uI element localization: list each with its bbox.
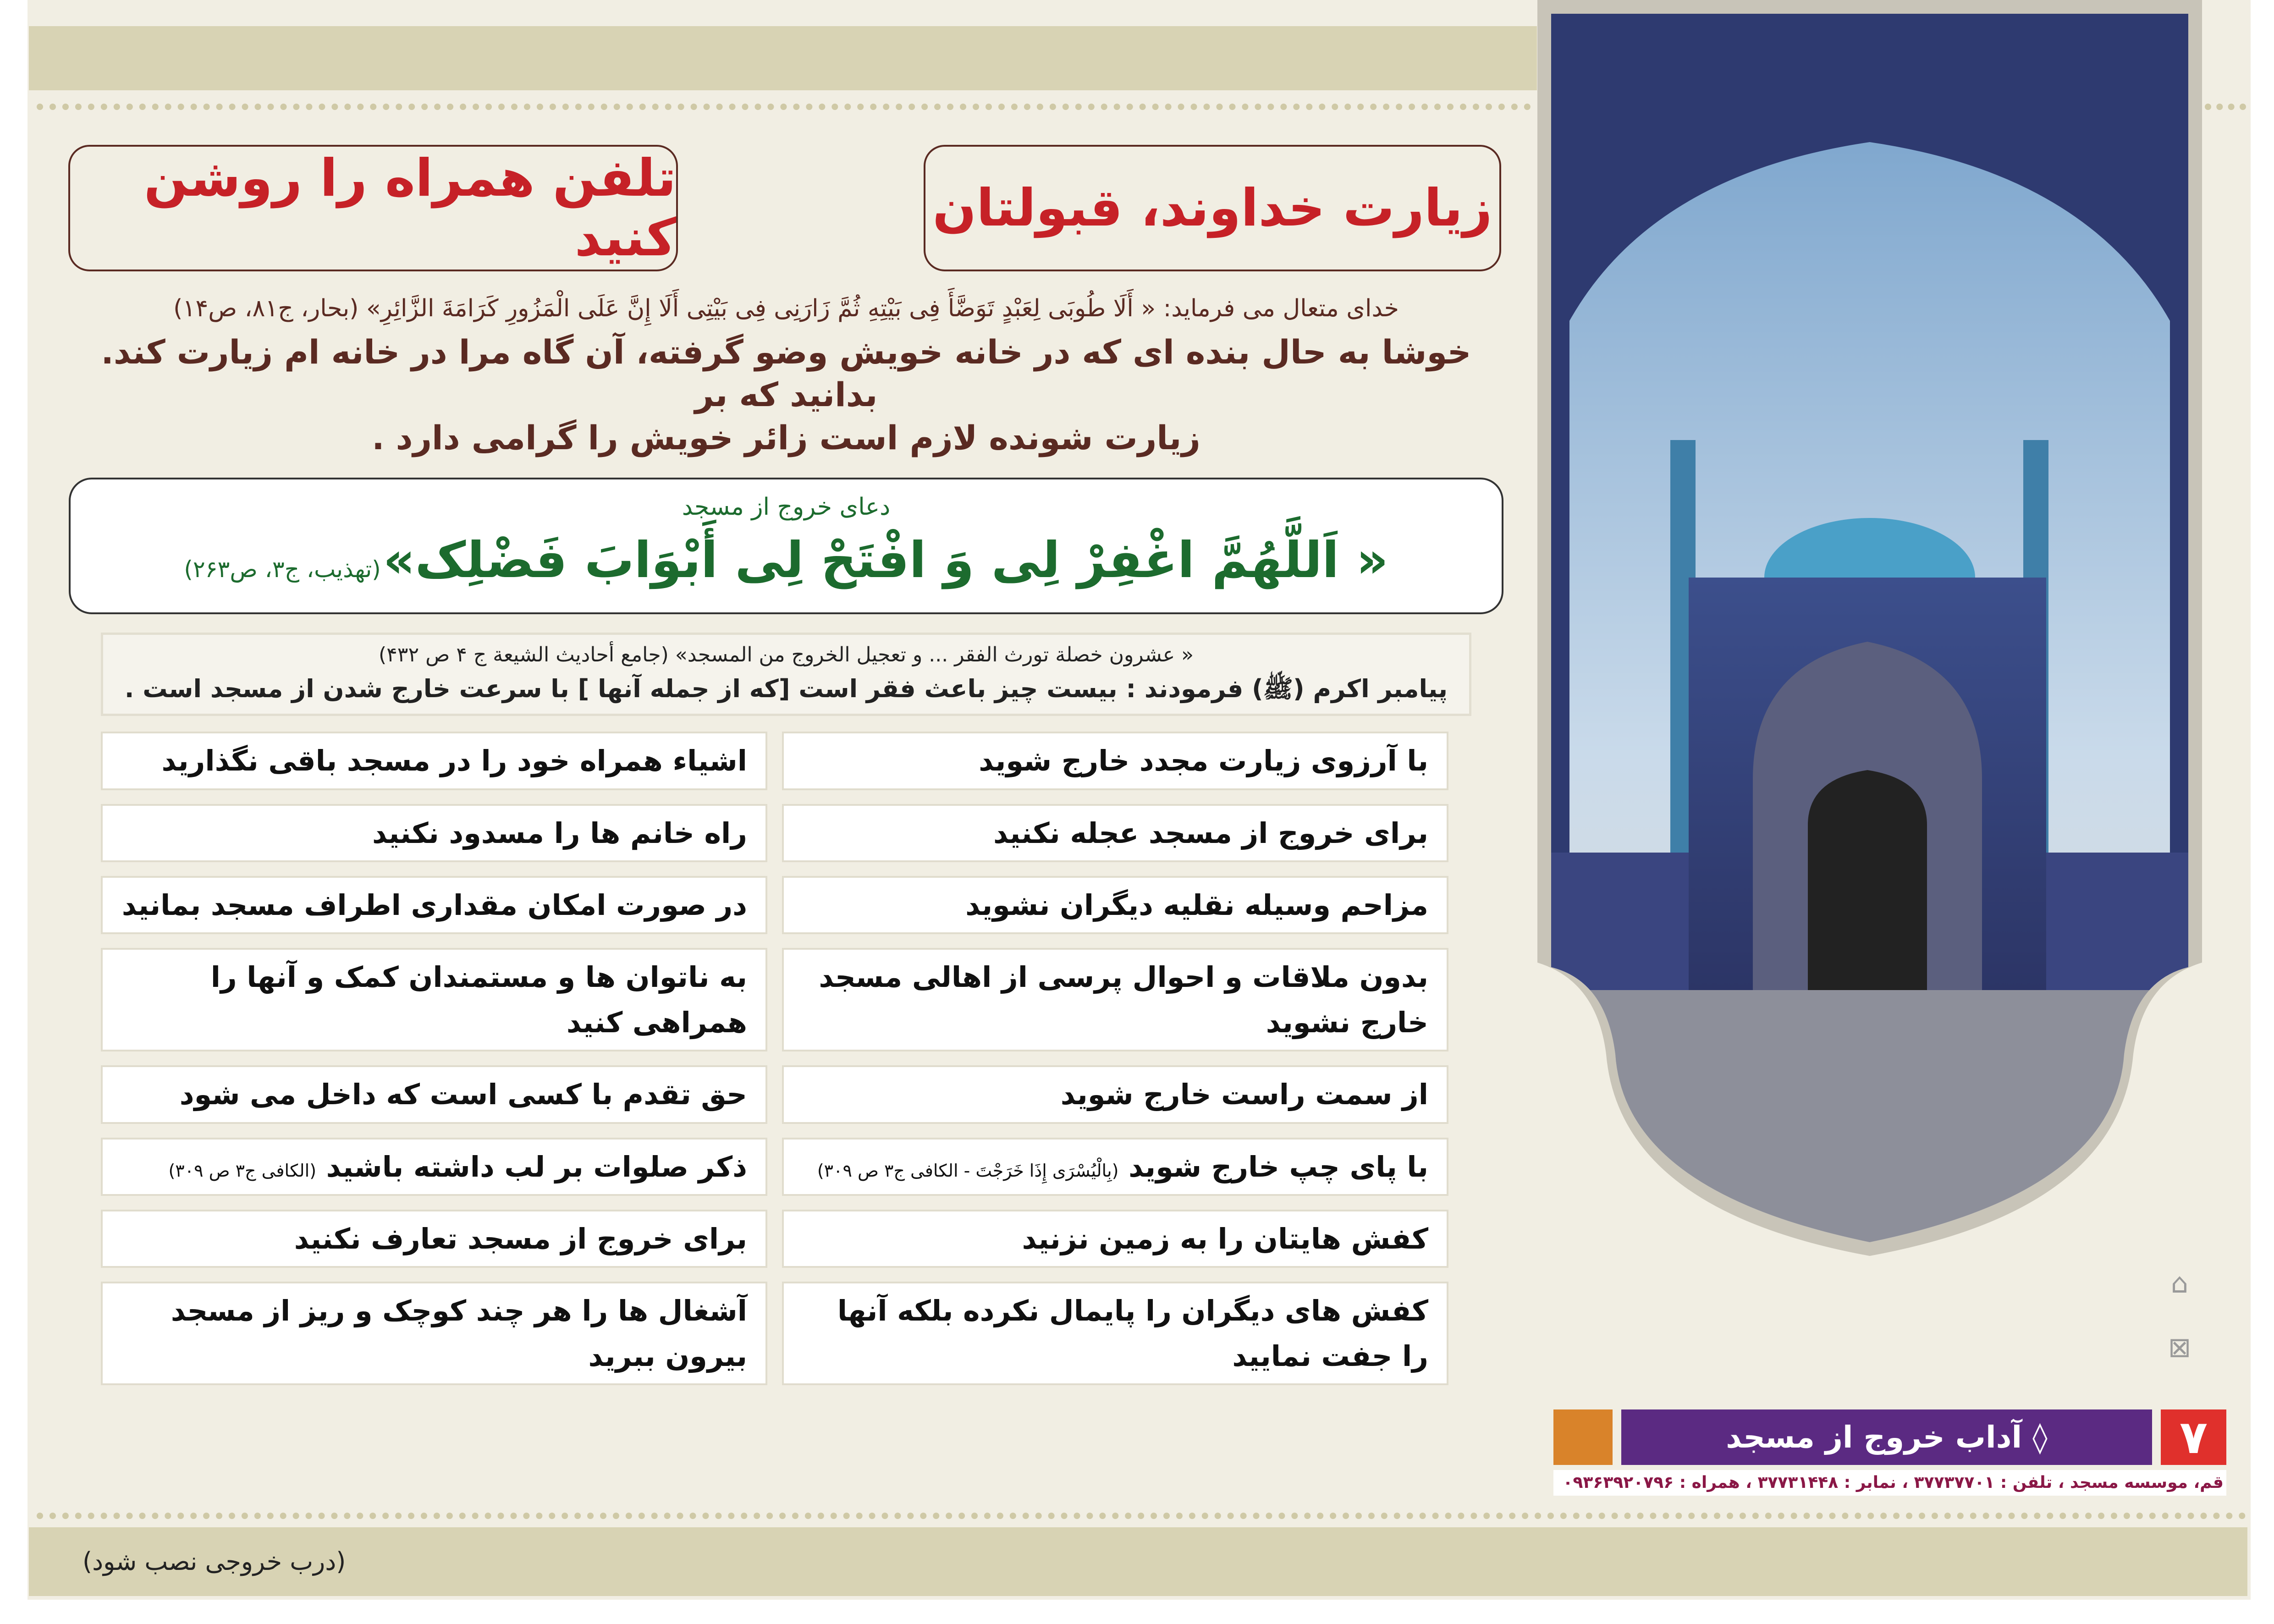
etiquette-text: آشغال ها را هر چند کوچک و ریز از مسجد بیرون ببرید <box>171 1294 747 1373</box>
badge-number <box>2161 1409 2226 1465</box>
etiquette-source-note: (الکافی ج۳ ص ۳۰۹) <box>168 1160 317 1181</box>
etiquette-item-left <box>101 1138 767 1196</box>
hadith-intro-line2: زیارت شونده لازم است زائر خویش را گرامی دارد . <box>372 418 1200 457</box>
etiquette-text: به ناتوان ها و مستمندان کمک و آنها را همراهی کنید <box>210 960 747 1040</box>
etiquette-text: کفش های دیگران را پایمال نکرده بلکه آنها را جفت نمایید <box>837 1294 1428 1373</box>
mosque-photo <box>1537 0 2202 1256</box>
prophet-hadith-arabic: « عشرون خصلة تورث الفقر ... و تعجیل الخروج من المسجد» (جامع أحادیث الشیعة ج ۴ ص ۴۳۲) <box>379 643 1194 667</box>
etiquette-text: ذکر صلوات بر لب داشته باشید <box>326 1150 747 1184</box>
etiquette-item-left <box>101 1210 767 1268</box>
etiquette-text: راه خانم ها را مسدود نکنید <box>372 816 747 850</box>
etiquette-text: بدون ملاقات و احوال پرسی از اهالی مسجد خارج نشوید <box>819 960 1428 1040</box>
etiquette-text: با پای چپ خارج شوید <box>1129 1150 1428 1184</box>
etiquette-text: با آرزوی زیارت مجدد خارج شوید <box>979 744 1428 778</box>
etiquette-item-right <box>782 732 1448 790</box>
etiquette-item-left <box>101 948 767 1051</box>
badge-orange <box>1553 1409 1613 1465</box>
etiquette-item-right <box>782 876 1448 934</box>
etiquette-text: برای خروج از مسجد عجله نکنید <box>993 816 1428 850</box>
prophet-hadith-box <box>101 633 1471 716</box>
etiquette-item-right <box>782 948 1448 1051</box>
badge-number-text: ۷ <box>2179 1410 2208 1464</box>
etiquette-grid <box>101 732 1448 1385</box>
etiquette-item-right <box>782 1282 1448 1385</box>
etiquette-text: در صورت امکان مقداری اطراف مسجد بمانید <box>121 888 747 922</box>
dua-source: (تهذیب، ج۳، ص۲۶۳) <box>184 556 381 583</box>
bottom-note: (درب خروجی نصب شود) <box>83 1547 346 1576</box>
bottom-band <box>29 1527 2247 1596</box>
etiquette-item-right <box>782 804 1448 862</box>
prophet-hadith-persian: پیامبر اکرم (ﷺ) فرمودند : بیست چیز باعث فقر است [که از جمله آنها ] با سرعت خارج شدن از مسجد است . <box>124 674 1448 703</box>
dua-label: دعای خروج از مسجد <box>682 493 891 521</box>
contact-info: قم، موسسه مسجد ، تلفن : ۳۷۷۳۷۷۰۱ ، نمابر : ۳۷۷۳۱۴۴۸ ، همراه : ۰۹۳۶۳۹۲۰۷۹۶ <box>1553 1470 2226 1496</box>
etiquette-item-left <box>101 1065 767 1123</box>
badge-title <box>1621 1409 2152 1465</box>
etiquette-text: حق تقدم با کسی است که داخل می شود <box>179 1078 747 1112</box>
etiquette-item-right <box>782 1210 1448 1268</box>
etiquette-text: اشیاء همراه خود را در مسجد باقی نگذارید <box>161 744 747 778</box>
bottom-dotted-divider <box>37 1513 2246 1519</box>
dua-text: « اَللَّهُمَّ اغْفِرْ لِی وَ افْتَحْ لِی أَبْوَابَ فَضْلِک» <box>383 532 1388 589</box>
etiquette-text: مزاحم وسیله نقلیه دیگران نشوید <box>965 888 1428 922</box>
etiquette-item-right <box>782 1065 1448 1123</box>
etiquette-text: از سمت راست خارج شوید <box>1060 1078 1428 1112</box>
etiquette-item-right <box>782 1138 1448 1196</box>
etiquette-text: کفش هایتان را به زمین نزنید <box>1022 1222 1428 1255</box>
etiquette-item-left <box>101 876 767 934</box>
title-box-right <box>924 145 1501 271</box>
dua-box <box>69 478 1503 614</box>
etiquette-item-left <box>101 732 767 790</box>
etiquette-item-left <box>101 804 767 862</box>
logo-icons: ⌂ ⊠ <box>2168 1267 2191 1364</box>
top-dotted-divider <box>37 104 1531 110</box>
etiquette-item-left <box>101 1282 767 1385</box>
badge-title-text: ◊ آداب خروج از مسجد <box>1726 1420 2048 1455</box>
title-box-left <box>68 145 678 271</box>
hadith-intro-line1: خوشا به حال بنده ای که در خانه خویش وضو گرفته، آن گاه مرا در خانه ام زیارت کند. بدانید که بر <box>101 332 1471 414</box>
title-left: تلفن همراه را روشن کنید <box>144 149 676 268</box>
top-band <box>29 26 1537 90</box>
etiquette-text: برای خروج از مسجد تعارف نکنید <box>294 1222 747 1255</box>
main-content <box>69 293 1503 1385</box>
title-right: زیارت خداوند، قبولتان <box>932 178 1492 238</box>
top-dotted-divider-right <box>2205 104 2246 110</box>
etiquette-source-note: (بِالْیُسْرَی إِذَا خَرَجْتَ - الکافی ج۳ ص ۳۰۹) <box>817 1160 1119 1181</box>
hadith-intro-arabic: خدای متعال می فرماید: « أَلَا طُوبَی لِعَبْدٍ تَوَضَّأَ فِی بَیْتِهِ ثُمَّ زَارَنِی فِی بَیْتِی أَلَا إِنَّ عَلَی الْمَزُورِ كَرَامَةَ الزَّائِرِ» (بحار، ج۸۱، ص۱۴) <box>173 295 1399 322</box>
